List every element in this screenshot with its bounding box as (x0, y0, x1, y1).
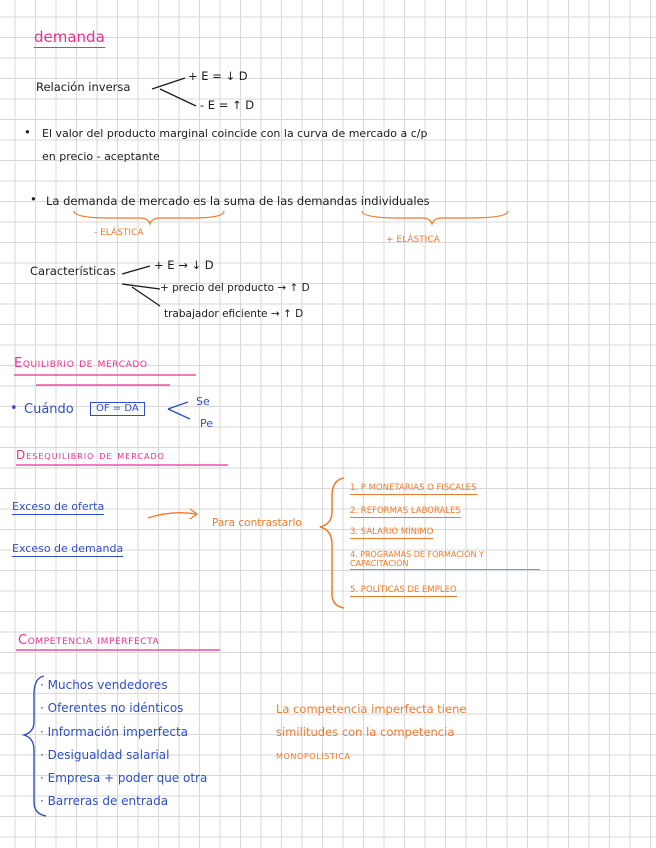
competencia-item-label: Información imperfecta (47, 725, 189, 739)
politica-item-4: 4. PROGRAMAS DE FORMACIÓN Y CAPACITACIÓN (350, 550, 540, 570)
competencia-title: Competencia imperfecta (18, 633, 160, 648)
politica-item-2: 2. REFORMAS LABORALES (350, 506, 461, 516)
elasticity-braces-icon (74, 211, 508, 224)
caracteristicas-label: Características (30, 264, 116, 278)
competencia-note-line3: monopolística (276, 749, 351, 762)
equilibrio-se: Se (196, 395, 210, 408)
menos-elastica: - ELÁSTICA (94, 228, 144, 238)
caracteristica-3: trabajador eficiente → ↑ D (164, 308, 304, 320)
politicas-brace-icon (320, 478, 344, 608)
exceso-demanda: Exceso de demanda (12, 542, 124, 555)
equilibrio-title: Equilibrio de mercado (14, 356, 148, 371)
equilibrio-formula: OF = DA (90, 402, 145, 416)
caracteristica-1: + E → ↓ D (154, 258, 214, 272)
competencia-item-label: Oferentes no idénticos (47, 701, 184, 715)
competencia-item-1: · Muchos vendedores (40, 678, 168, 692)
competencia-item-4: · Desigualdad salarial (40, 748, 170, 762)
politica-item-1: 1. P MONETARIAS O FISCALES (350, 483, 477, 493)
para-arrow-icon (148, 509, 197, 519)
para-contrastarlo: Para contrastarlo (212, 517, 302, 529)
cuando-label: Cuándo (24, 402, 74, 417)
demanda-title: demanda (34, 28, 105, 46)
bullet1-line2: en precio - aceptante (42, 150, 160, 163)
equilibrio-underline (14, 375, 196, 385)
desequilibrio-title: Desequilibrio de mercado (16, 448, 165, 462)
equilibrio-fork-icon (168, 402, 190, 419)
caracteristicas-fork-icon (122, 266, 160, 306)
equilibrio-pe: Pe (200, 417, 214, 430)
bullet1-line1: El valor del producto marginal coincide con la curva de mercado a c/p (42, 127, 428, 140)
exceso-oferta: Exceso de oferta (12, 500, 105, 513)
politica-item-3: 3. SALARIO MÍNIMO (350, 527, 434, 537)
competencia-item-2: · Oferentes no idénticos (40, 701, 184, 715)
bullet-dot: • (10, 401, 18, 416)
competencia-item-5: · Empresa + poder que otra (40, 771, 208, 785)
competencia-item-3: · Información imperfecta (40, 725, 189, 739)
mas-elastica: + ELÁSTICA (386, 235, 440, 245)
politica-item-5: 5. POLÍTICAS DE EMPLEO (350, 585, 457, 595)
competencia-item-label: Muchos vendedores (47, 678, 168, 692)
competencia-item-label: Desigualdad salarial (47, 748, 170, 762)
competencia-item-6: · Barreras de entrada (40, 794, 169, 808)
competencia-note-line2: similitudes con la competencia (276, 725, 455, 739)
competencia-item-label: Barreras de entrada (47, 794, 169, 808)
relacion-down-text: - E = ↑ D (200, 98, 255, 112)
bullet2-text: La demanda de mercado es la suma de las demandas individuales (46, 194, 430, 208)
competencia-note-line1: La competencia imperfecta tiene (276, 702, 467, 716)
bullet-dot: • (24, 125, 31, 139)
relacion-up-text: + E = ↓ D (188, 69, 248, 83)
bullet-dot: • (30, 192, 37, 206)
caracteristica-2: + precio del producto → ↑ D (160, 282, 310, 294)
competencia-item-label: Empresa + poder que otra (47, 771, 208, 785)
relacion-inversa-label: Relación inversa (36, 80, 131, 94)
